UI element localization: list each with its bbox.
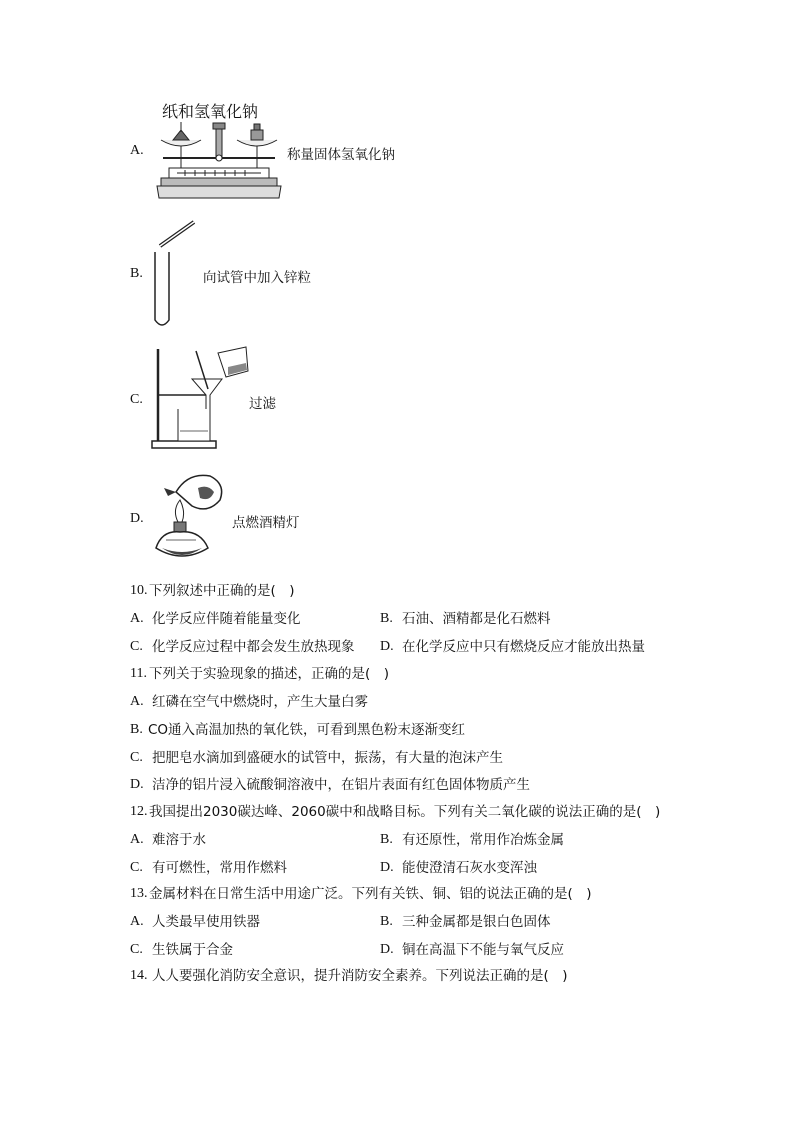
balance-diagram-label: 纸和氢氧化钠 bbox=[162, 102, 259, 121]
option-letter: B. bbox=[130, 722, 143, 737]
question-stem: 我国提出2030碳达峰、2060碳中和战略目标。下列有关二氧化碳的说法正确的是( ) bbox=[149, 804, 661, 820]
question-stem: 下列关于实验现象的描述，正确的是( ) bbox=[149, 666, 390, 682]
question-number: 13. bbox=[130, 886, 148, 901]
option-text: 难溶于水 bbox=[152, 832, 206, 848]
option-text: 把肥皂水滴加到盛硬水的试管中，振荡，有大量的泡沫产生 bbox=[152, 750, 503, 766]
option-text: 在化学反应中只有燃烧反应才能放出热量 bbox=[402, 639, 645, 655]
option-letter: A. bbox=[130, 832, 144, 847]
option-b-caption: 向试管中加入锌粒 bbox=[203, 270, 311, 286]
option-c-letter: C. bbox=[130, 392, 143, 407]
option-letter: D. bbox=[130, 777, 144, 792]
option-text: 化学反应伴随着能量变化 bbox=[152, 611, 301, 627]
option-text: 有还原性，常用作冶炼金属 bbox=[402, 832, 564, 848]
alcohol-lamp-illustration bbox=[152, 470, 232, 570]
option-b-letter: B. bbox=[130, 266, 143, 281]
question-number: 14. bbox=[130, 968, 148, 983]
option-letter: D. bbox=[380, 860, 394, 875]
option-letter: C. bbox=[130, 750, 143, 765]
balance-illustration bbox=[155, 118, 283, 204]
option-letter: B. bbox=[380, 914, 393, 929]
question-stem: 金属材料在日常生活中用途广泛。下列有关铁、铜、铝的说法正确的是( ) bbox=[149, 886, 592, 902]
option-d-caption: 点燃酒精灯 bbox=[232, 515, 300, 531]
option-text: 能使澄清石灰水变浑浊 bbox=[402, 860, 537, 876]
option-text: 化学反应过程中都会发生放热现象 bbox=[152, 639, 355, 655]
option-a-caption: 称量固体氢氧化钠 bbox=[287, 147, 395, 163]
option-letter: C. bbox=[130, 942, 143, 957]
option-letter: A. bbox=[130, 914, 144, 929]
test-tube-illustration bbox=[150, 218, 202, 330]
option-letter: C. bbox=[130, 639, 143, 654]
question-number: 12. bbox=[130, 804, 148, 819]
option-a-letter: A. bbox=[130, 143, 144, 158]
option-text: 人类最早使用铁器 bbox=[152, 914, 260, 930]
option-text: 洁净的铝片浸入硫酸铜溶液中，在铝片表面有红色固体物质产生 bbox=[152, 777, 530, 793]
question-stem: 下列叙述中正确的是( ) bbox=[149, 583, 295, 599]
option-text: 有可燃性，常用作燃料 bbox=[152, 860, 287, 876]
option-letter: B. bbox=[380, 832, 393, 847]
option-text: 铜在高温下不能与氧气反应 bbox=[402, 942, 564, 958]
option-letter: D. bbox=[380, 942, 394, 957]
question-number: 11. bbox=[130, 666, 147, 681]
option-text: 三种金属都是银白色固体 bbox=[402, 914, 551, 930]
option-letter: C. bbox=[130, 860, 143, 875]
option-text: 生铁属于合金 bbox=[152, 942, 233, 958]
question-number: 10. bbox=[130, 583, 148, 598]
question-stem: 人人要强化消防安全意识，提升消防安全素养。下列说法正确的是( ) bbox=[152, 968, 568, 984]
option-letter: A. bbox=[130, 611, 144, 626]
option-letter: A. bbox=[130, 694, 144, 709]
option-text: 石油、酒精都是化石燃料 bbox=[402, 611, 551, 627]
option-c-caption: 过滤 bbox=[249, 396, 276, 412]
option-text: 红磷在空气中燃烧时，产生大量白雾 bbox=[152, 694, 368, 710]
option-d-letter: D. bbox=[130, 511, 144, 526]
option-letter: B. bbox=[380, 611, 393, 626]
filtration-illustration bbox=[148, 345, 252, 455]
option-letter: D. bbox=[380, 639, 394, 654]
option-text: CO通入高温加热的氧化铁，可看到黑色粉末逐渐变红 bbox=[148, 722, 466, 738]
